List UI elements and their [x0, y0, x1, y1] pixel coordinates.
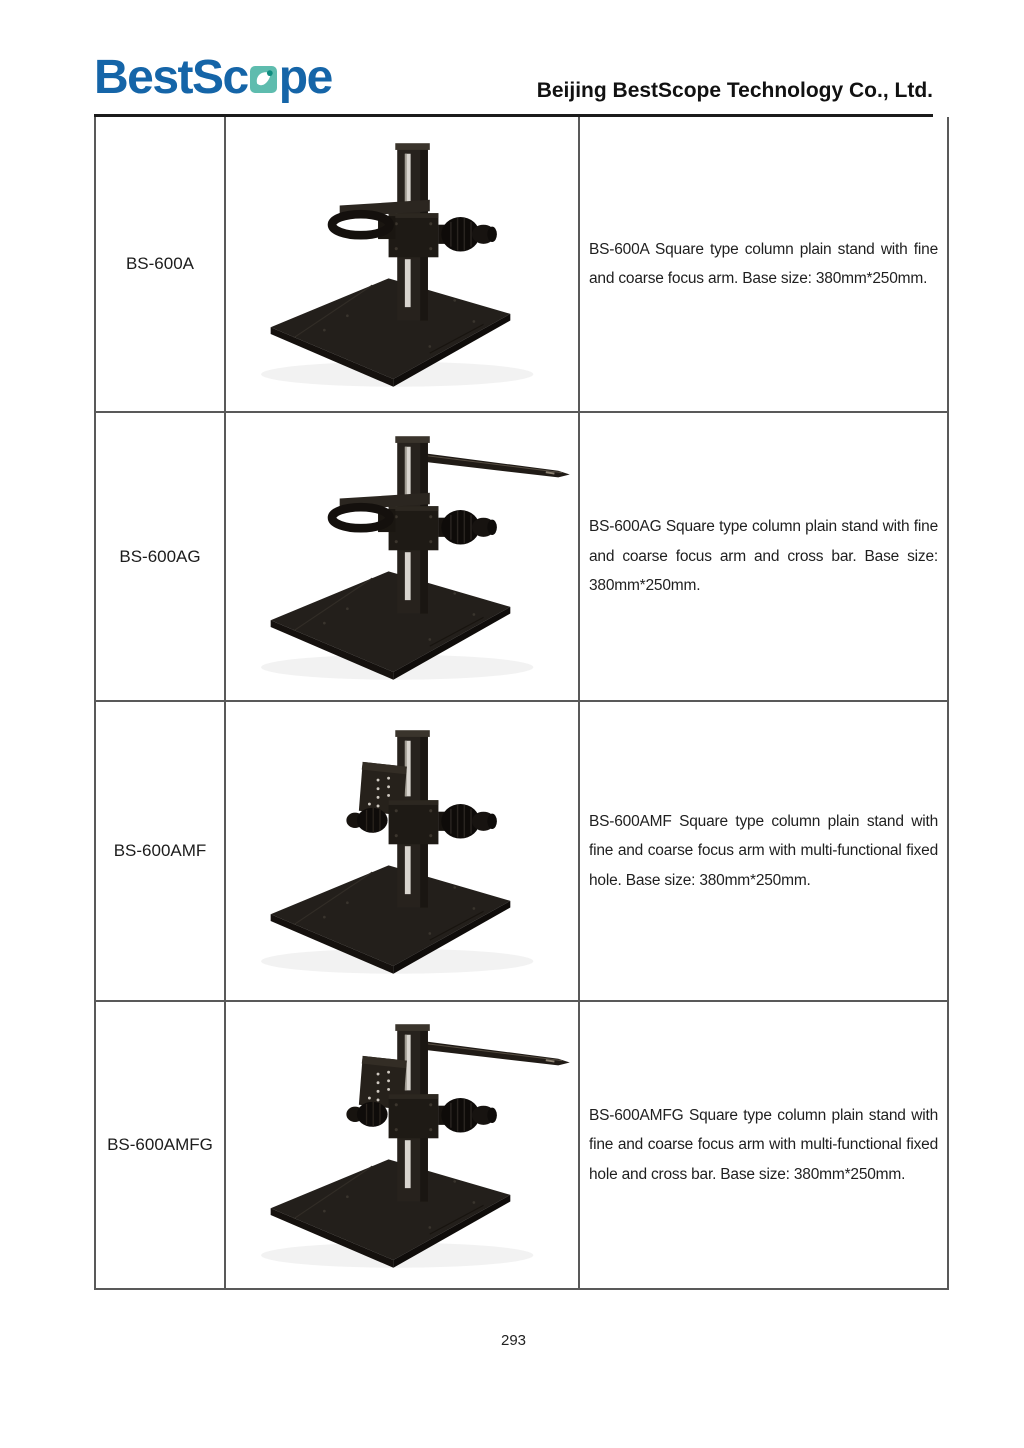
description-cell	[579, 117, 948, 412]
bestscope-logo	[94, 52, 332, 104]
focus-knobs	[438, 1098, 496, 1133]
stand-illustration	[231, 125, 573, 403]
table-row	[95, 117, 948, 412]
description-text: BS-600AG Square type column plain stand with fine and coarse focus arm and cross bar. Base size: 380mm*250mm.	[589, 518, 938, 595]
table-row	[95, 412, 948, 701]
focus-block	[389, 1094, 439, 1138]
description-cell	[579, 701, 948, 1001]
product-photo	[226, 712, 578, 990]
page-header	[94, 52, 933, 117]
stand-illustration	[231, 1006, 573, 1284]
model-cell	[95, 1001, 225, 1289]
model-label: BS-600AMF	[113, 841, 207, 860]
product-photo	[226, 418, 578, 696]
logo-text-right: pe	[278, 51, 332, 104]
page-footer	[94, 1332, 933, 1349]
stand-illustration	[231, 712, 573, 990]
rack-strip-bottom	[405, 1140, 411, 1188]
focus-block	[389, 213, 439, 257]
focus-block	[389, 506, 439, 550]
image-cell	[225, 1001, 579, 1289]
model-cell	[95, 412, 225, 701]
focus-knobs	[438, 217, 496, 252]
rack-strip-bottom	[405, 259, 411, 307]
logo-o-icon	[250, 66, 277, 93]
table-row	[95, 701, 948, 1001]
model-label: BS-600A	[125, 254, 195, 273]
cross-bar-icon	[418, 452, 569, 477]
image-cell	[225, 412, 579, 701]
left-knob-large	[357, 1102, 388, 1127]
model-cell	[95, 117, 225, 412]
model-label: BS-600AG	[119, 546, 201, 566]
description-cell	[579, 412, 948, 701]
model-label: BS-600AMFG	[107, 1135, 213, 1154]
focus-block	[389, 800, 439, 844]
table-row	[95, 1001, 948, 1289]
left-knob-large	[357, 808, 388, 833]
cross-bar-icon	[418, 1041, 569, 1066]
product-photo	[226, 125, 578, 403]
product-photo	[226, 1006, 578, 1284]
focus-knobs	[438, 510, 496, 545]
model-cell	[95, 701, 225, 1001]
page-number: 293	[500, 1332, 527, 1349]
stand-illustration	[231, 418, 573, 696]
description-cell	[579, 1001, 948, 1289]
focus-knobs	[438, 804, 496, 839]
image-cell	[225, 117, 579, 412]
product-table	[94, 117, 949, 1290]
rack-strip-bottom	[405, 846, 411, 894]
description-text: BS-600A Square type column plain stand with fine and coarse focus arm. Base size: 380mm*250mm.	[589, 240, 938, 287]
description-text: BS-600AMF Square type column plain stand with fine and coarse focus arm with multi-functional fixed hole. Base size: 380mm*250mm.	[589, 812, 938, 889]
image-cell	[225, 701, 579, 1001]
description-text: BS-600AMFG Square type column plain stand with fine and coarse focus arm with multi-functional fixed hole and cross bar. Base size: 380mm*250mm.	[589, 1106, 938, 1183]
rack-strip-bottom	[405, 552, 411, 600]
logo-text-left: BestSc	[94, 51, 248, 104]
company-name: Beijing BestScope Technology Co., Ltd.	[536, 79, 933, 102]
